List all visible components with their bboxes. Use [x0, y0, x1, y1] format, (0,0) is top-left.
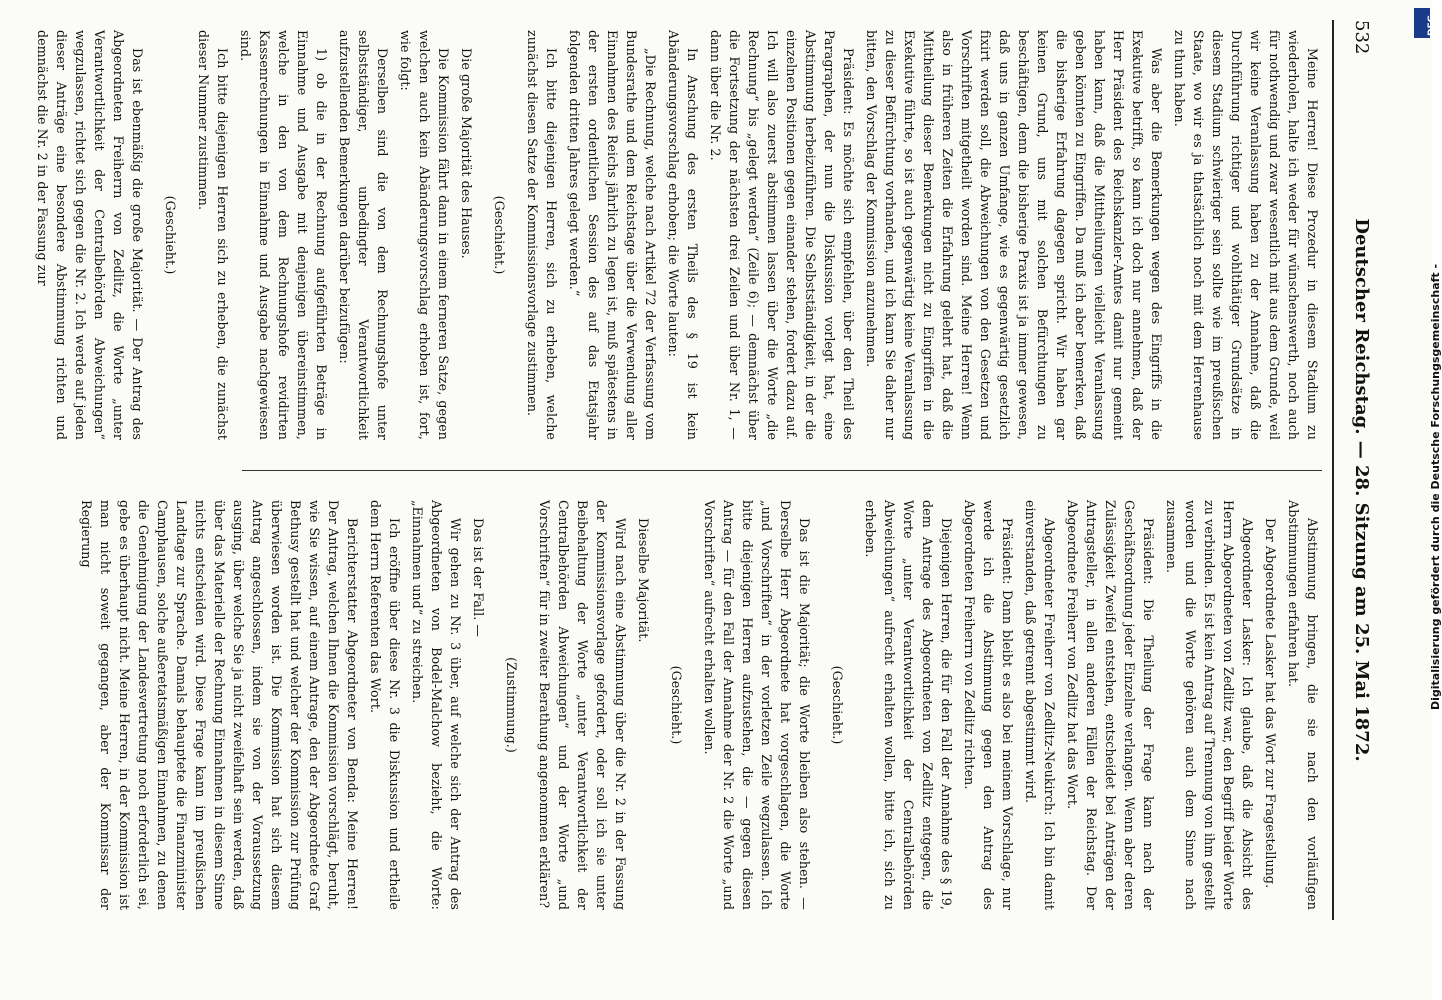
page-title: Deutscher Reichstag. — 28. Sitzung am 25. Mai 1872. [1351, 218, 1372, 762]
paragraph: Dieselbe Majorität. [636, 518, 651, 643]
page-header [1340, 20, 1380, 960]
paragraph: Das ist der Fall. — [471, 518, 486, 638]
paragraph: Abstimmung bringen, die sie nach den vorläufigen Abstimmungen erfahren hat. [1286, 500, 1320, 910]
paragraph: Wird nach eine Abstimmung über die Nr. 2 in der Fassung der Kommissionsvorlage gefordert, oder soll ich sie unter Beibehaltung der Worte „unter Verantwortlichkeit der Centralbehörden Abweichungen“ und der Worte „und Vorschriften“ für in zweiter Berathung angenommen erklären? [537, 500, 628, 910]
paragraph: Abgeordneter Freiherr von Zedlitz-Neukirch: Ich bin damit einverstanden, daß getrennt abgestimmt wird. [1023, 500, 1057, 910]
paragraph: Präsident: Es möchte sich empfehlen, über den Theil des Paragraphen, der nun die Diskussion vorlegt hat, eine Abstimmung herbeizuführen. Die Selbstständigkeit, in der die einzelnen Positionen gegen einander stehen, fordert dazu auf. Ich will also zuerst abstimmen lassen über die Worte „die Rechnung“ bis „gelegt werden“ (Zeile 6); — demnächst über die Fortsetzung der nächsten drei Zeilen und über Nr. 1, — dann über die Nr. 2. [708, 30, 856, 440]
paragraph: Diejenigen Herren, die für den Fall der Annahme des § 19, dem Antrage des Abgeordneten von Zedlitz entgegen, die Worte „unter Verantwortlichkeit der Centralbehörden Abweichungen“ aufrecht erhalten wollen, bitte ich, sich zu erheben. [863, 500, 954, 910]
paragraph: Das ist ebenmäßig die große Majorität. — Der Antrag des Abgeordneten Freiherrn von Zedlitz, die Worte „unter Verantwortlichkeit der Centralbehörden Abweichungen“ wegzulassen, richtet sich gegen die Nr. 2. Ich werde auf jeden dieser Anträge eine besondere Abstimmung richten und demnächst die Nr. 2 in der Fassung zur [35, 30, 145, 440]
paragraph: In Anschung des ersten Theils des § 19 ist kein Abänderungsvorschlag erhoben; die Worte lauten: [666, 30, 700, 440]
paragraph: Berichterstatter Abgeordneter von Benda: Meine Herren! Der Antrag, welchen Ihnen die Kommission vorschlägt, beruht, wie Sie wissen, auf einem Antrage, den der Abgeordnete Graf Bethusy gestellt hat und welcher der Kommission zur Prüfung überwiesen worden ist. Die Kommission hat sich diesem Antrag angeschlossen, indem sie von der Voraussetzung ausging, über welche Sie ja nicht zweifelhaft sein werden, daß über das Materielle der Rechnung Einnahmen in diesem Sinne nichts entscheiden wird. Diese Frage kann im preußischen Landtage zur Sprache. Damals behauptete die Finanzminister Camphausen, solche außeretatsmäßigen Einnahmen, zu denen die Genehmigung der Landesvertretung noch erforderlich sei, gebe es überhaupt nicht. Meine Herren, in der Kommission ist man nicht soweit gegangen, aber der Kommissar der Regierung [79, 500, 360, 910]
stage-direction: (Geschieht.) [830, 665, 845, 745]
paragraph: Ich bitte diejenigen Herren, sich zu erheben, welche zunächst diesen Satze der Kommissionsvorlage zustimmen. [525, 30, 559, 440]
paragraph: Wir gehen zu Nr. 3 über, auf welche sich der Antrag des Abgeordneten von Bodel-Malchow bezieht, die Worte: „Einnahmen und“ zu streichen. [410, 500, 463, 910]
paragraph: Das ist die Majorität; die Worte bleiben also stehen. — Derselbe Herr Abgeordnete hat vorgeschlagen, die Worte „und Vorschriften“ in der vorletzen Zeile wegzulassen. Ich bitte diejenigen Herren aufzustehen, die — gegen diesen Antrag — für den Fall der Annahme der Nr. 2 die Worte „und Vorschriften“ aufrecht erhalten wollen. [702, 500, 812, 910]
column-divider [242, 470, 1322, 471]
paragraph: Der Abgeordnete Lasker hat das Wort zur Fragestellung. [1263, 518, 1278, 889]
paragraph: Ich eröffne über diese Nr. 3 die Diskussion und ertheile dem Herrn Referenten das Wort. [368, 500, 402, 910]
paragraph: „Die Rechnung, welche nach Artikel 72 der Verfassung vom Bundesrathe und dem Reichstage über die Verwendung aller Einnahmen des Reichs jährlich zu legen ist, muß spätestens in der ersten ordentlichen Session des auf das Etatsjahr folgenden dritten Jahres gelegt werden.“ [567, 30, 658, 440]
paragraph: Die große Majorität des Hauses. [459, 48, 474, 259]
paragraph: Was aber die Bemerkungen wegen des Eingriffs in die Exekutive betrifft, so kann ich doch nur annehmen, daß der Herr Präsident des Reichskanzler-Amtes damit nur gemeint haben kann, daß die Mittheilungen vielleicht Veranlassung geben könnten zu Eingriffen. Da muß ich aber bemerken, daß die bisherige Erfahrung dagegen spricht. Wir haben gar keinen Grund, uns mit solchen Befürchtungen zu beschäftigen, denn die bisherige Praxis ist ja immer gewesen, daß uns in ganzen Umfange, wie es gegenwärtig gesetzlich fixirt werden soll, die Abweichungen von den Gesetzen und Vorschriften mitgetheilt worden sind. Meine Herren! Wenn also in früheren Zeiten die Erfahrung gelehrt hat, daß die Mittheilung dieser Bemerkungen nicht zu Eingriffen in die Exekutive führte, so ist auch gegenwärtig keine Veranlassung zu dieser Befürchtung vorhanden, und ich kann Sie daher nur bitten, den Vorschlag der Kommission anzunehmen. [864, 30, 1164, 440]
stage-direction: (Geschieht.) [669, 665, 684, 745]
digitization-credit: Digitalisierung gefördert durch die Deutsche Forschungsgemeinschaft - [1429, 263, 1442, 710]
paragraph: Meine Herren! Diese Prozedur in diesem Stadium zu wiederholen, halte ich weder für wünschenswerth, noch auch für nothwendig und zwar wesentlich mit aus dem Grunde, weil wir keine Veranlassung haben zu der Annahme, daß die Durchführung richtiger und wohlthätiger Grundsätze in diesem Stadium schwieriger sein sollte wie im preußischen Staate, wo wir es ja thatsächlich noch mit dem Herrenhause zu thun haben. [1172, 30, 1320, 440]
paragraph: Präsident: Dann bleibt es also bei meinem Vorschlage, nur werde ich die Abstimmung gegen den Antrag des Abgeordneten Freiherrn von Zedlitz richten. [962, 500, 1015, 910]
header-rule [1332, 20, 1334, 920]
right-column [79, 500, 1322, 910]
paragraph: Die Kommission fährt dann in einem ferneren Satze, gegen welchen auch kein Abänderungsvorschlag erhoben ist, fort, wie folgt: [398, 30, 451, 440]
paragraph: 1) ob die in der Rechnung aufgeführten Beträge in Einnahme und Ausgabe mit denjenigen übereinstimmen, welche in den von dem Rechnungshofe revidirten Kassenrechnungen in Einnahme und Ausgabe nachgewiesen sind. [238, 30, 329, 440]
paragraph: Ich bitte diejenigen Herren sich zu erheben, die zunächst dieser Nummer zustimmen. [196, 30, 230, 440]
stage-direction: (Geschieht.) [163, 195, 178, 275]
page-number: 532 [1351, 20, 1372, 55]
dfg-logo [1414, 8, 1437, 38]
paragraph: Abgeordneter Lasker: Ich glaube, daß die Absicht des Herrn Abgeordneten von Zedlitz war, den Begriff beider Worte zu verbinden. Es ist kein Antrag auf Trennung von ihm gestellt worden und die Worte gehören auch dem Sinne nach zusammen. [1164, 500, 1255, 910]
paragraph: Derselben sind die von dem Rechnungshofe unter selbstständiger, unbedingter Verantwortlichkeit aufzustellenden Bemerkungen darüber beizufügen: [337, 30, 390, 440]
left-column [35, 30, 1322, 440]
stage-direction: (Zustimmung.) [504, 657, 519, 753]
dfg-logo-text: DFG [1427, 14, 1437, 36]
stage-direction: (Geschieht.) [492, 195, 507, 275]
paragraph: Präsident: Die Theilung der Frage kann nach der Geschäftsordnung jeder Einzelne verlangen. Wenn aber deren Zulässigkeit Zweifel entstehen, entscheidet bei Anträgen der Antragsteller, in allen anderen Fällen der Reichstag. Der Abgeordnete Freiherr von Zedlitz hat das Wort. [1065, 500, 1156, 910]
